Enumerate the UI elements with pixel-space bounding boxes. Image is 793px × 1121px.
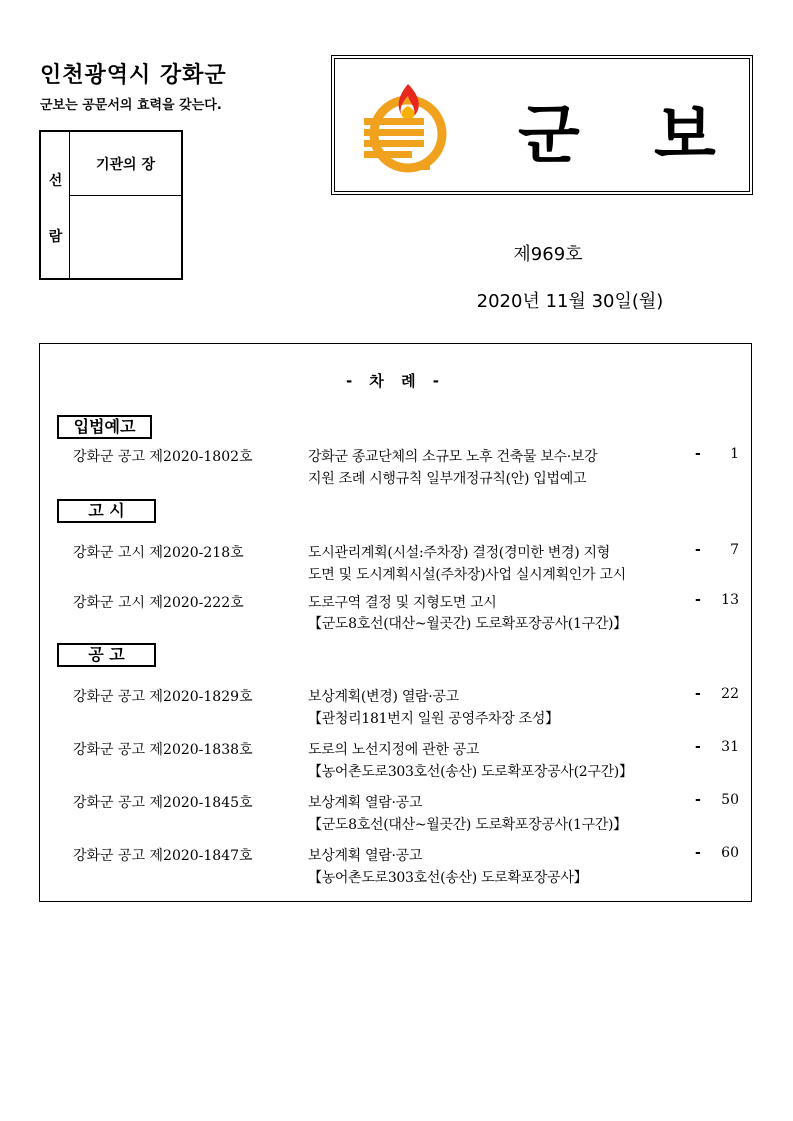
approval-side-column (41, 132, 70, 278)
entry-dash: - (695, 592, 701, 608)
entry-subtitle: 【관청리181번지 일원 공영주차장 조성】 (308, 711, 559, 727)
entry-subtitle: 도면 및 도시계획시설(주차장)사업 실시계획인가 고시 (308, 567, 626, 583)
entry-subtitle: 【군도8호선(대산~월곳간) 도로확포장공사(1구간)】 (308, 616, 627, 632)
entry-title: 강화군 종교단체의 소규모 노후 건축물 보수·보강 (308, 449, 598, 465)
county-emblem-icon (358, 78, 450, 174)
approval-side-char: 선 (48, 173, 63, 189)
entry-title: 도시관리계획(시설:주차장) 결정(경미한 변경) 지형 (308, 545, 610, 561)
issue-date: 2020년 11월 30일(월) (476, 291, 664, 312)
entry-number: 강화군 공고 제2020-1802호 (73, 449, 253, 465)
entry-dash: - (695, 739, 701, 755)
entry-dash: - (695, 792, 701, 808)
masthead-box (331, 55, 753, 195)
entry-page[interactable]: 22 (721, 686, 739, 702)
masthead-char: 보 (654, 99, 716, 173)
entry-subtitle: 【군도8호선(대산~월곳간) 도로확포장공사(1구간)】 (308, 817, 627, 833)
entry-dash: - (695, 542, 701, 558)
entry-number: 강화군 공고 제2020-1838호 (73, 742, 253, 758)
approval-head-label: 기관의 장 (96, 157, 155, 173)
entry-page[interactable]: 7 (730, 542, 739, 558)
toc-title: - 차 례 - (345, 372, 446, 390)
org-subtitle: 군보는 공문서의 효력을 갖는다. (40, 98, 222, 113)
entry-title: 보상계획(변경) 열람·공고 (308, 689, 459, 705)
entry-dash: - (695, 845, 701, 861)
entry-title: 보상계획 열람·공고 (308, 795, 423, 811)
entry-page[interactable]: 31 (721, 739, 739, 755)
entry-title: 도로의 노선지정에 관한 공고 (308, 742, 480, 758)
entry-subtitle: 【농어촌도로303호선(송산) 도로확포장공사(2구간)】 (308, 764, 633, 780)
masthead-char: 군 (518, 99, 580, 173)
issue-number: 제969호 (513, 244, 583, 265)
approval-box (39, 130, 183, 280)
entry-subtitle: 【농어촌도로303호선(송산) 도로확포장공사】 (308, 870, 588, 886)
entry-number: 강화군 공고 제2020-1829호 (73, 689, 253, 705)
category-label: 고 시 (57, 499, 156, 523)
entry-dash: - (695, 686, 701, 702)
entry-page[interactable]: 60 (721, 845, 739, 861)
entry-number: 강화군 공고 제2020-1845호 (73, 795, 253, 811)
entry-dash: - (695, 446, 701, 462)
entry-page[interactable]: 50 (721, 792, 739, 808)
entry-number: 강화군 고시 제2020-218호 (73, 545, 244, 561)
category-label: 공 고 (57, 643, 156, 667)
org-name: 인천광역시 강화군 (40, 63, 227, 88)
entry-subtitle: 지원 조례 시행규칙 일부개정규칙(안) 입법예고 (308, 471, 587, 487)
approval-side-char: 람 (48, 229, 63, 245)
entry-title: 도로구역 결정 및 지형도면 고시 (308, 595, 497, 611)
table-of-contents (39, 343, 752, 902)
entry-page[interactable]: 13 (721, 592, 739, 608)
entry-page[interactable]: 1 (730, 446, 739, 462)
category-label: 입법예고 (57, 415, 152, 439)
approval-divider (70, 195, 181, 196)
entry-number: 강화군 공고 제2020-1847호 (73, 848, 253, 864)
entry-number: 강화군 고시 제2020-222호 (73, 595, 244, 611)
entry-title: 보상계획 열람·공고 (308, 848, 423, 864)
